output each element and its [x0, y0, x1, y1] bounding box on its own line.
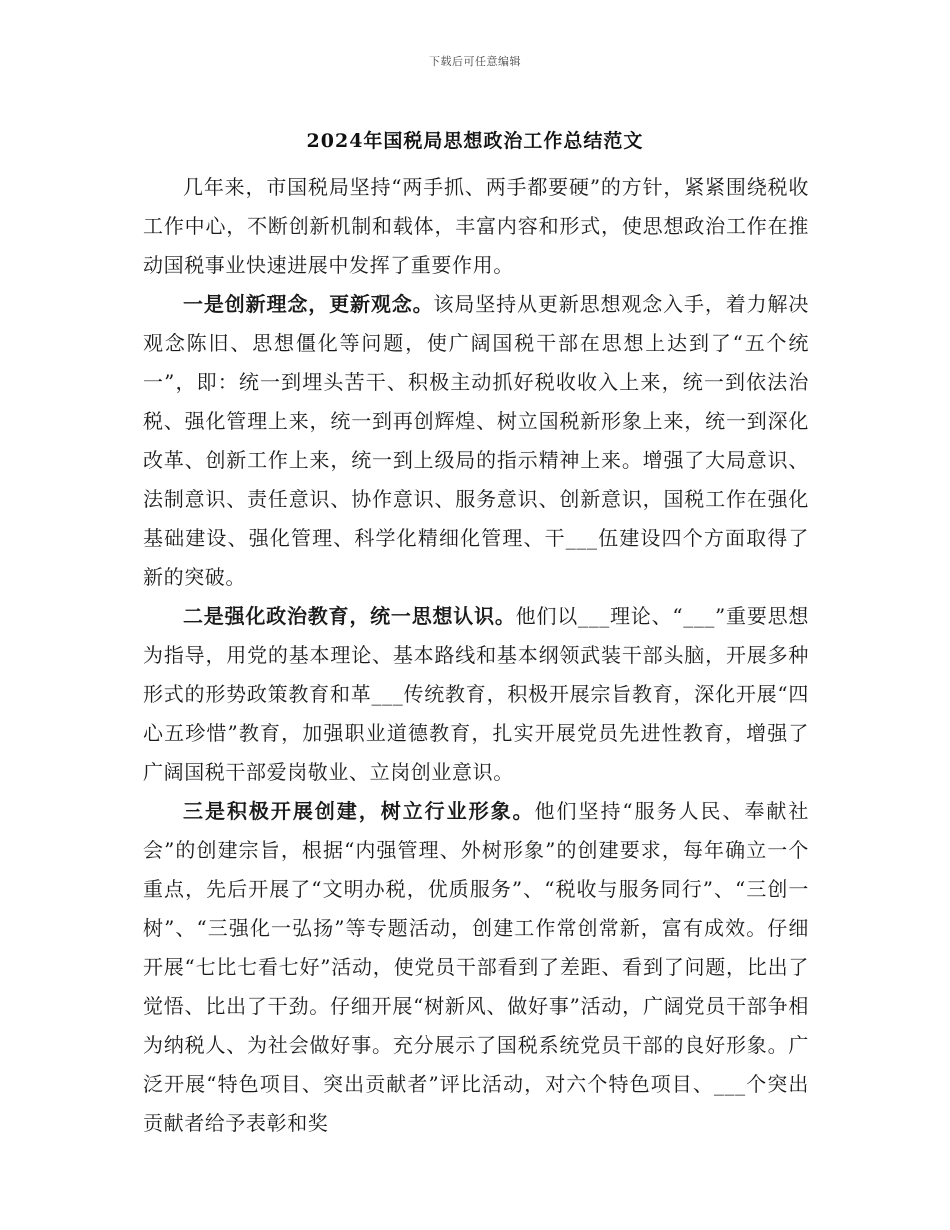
- paragraph-text: 几年来，市国税局坚持“两手抓、两手都要硬”的方针，紧紧围绕税收工作中心，不断创新机制和载体，丰富内容和形式，使思想政治工作在推动国税事业快速进展中发挥了重要作用。: [143, 175, 809, 277]
- document-title: 2024年国税局思想政治工作总结范文: [306, 130, 644, 152]
- paragraph-lead: 三是积极开展创建，树立行业形象。: [183, 799, 535, 823]
- paragraph-text: 该局坚持从更新思想观念入手，着力解决观念陈旧、思想僵化等问题，使广阔国税干部在思想上达到了“五个统一”，即：统一到埋头苦干、积极主动抓好税收收入上来，统一到依法治税、强化管理上来，统一到再创辉煌、树立国税新形象上来，统一到深化改革、创新工作上来，统一到上级局的指示精神上来。增强了大局意识、法制意识、责任意识、协作意识、服务意识、创新意识，国税工作在强化基础建设、强化管理、科学化精细化管理、干___伍建设四个方面取得了新的突破。: [143, 292, 809, 589]
- paragraph-intro: [143, 168, 809, 285]
- paragraph-political-education: [143, 597, 809, 792]
- paragraph-innovation: [143, 285, 809, 597]
- paragraph-text: 他们坚持“服务人民、奉献社会”的创建宗旨，根据“内强管理、外树形象”的创建要求，每年确立一个重点，先后开展了“文明办税，优质服务”、“税收与服务同行”、“三创一树”、“三强化一弘扬”等专题活动，创建工作常创常新，富有成效。仔细开展“七比七看七好”活动，使党员干部看到了差距、看到了问题，比出了觉悟、比出了干劲。仔细开展“树新风、做好事”活动，广阔党员干部争相为纳税人、为社会做好事。充分展示了国税系统党员干部的良好形象。广泛开展“特色项目、突出贡献者”评比活动，对六个特色项目、___个突出贡献者给予表彰和奖: [143, 799, 809, 1135]
- document-body: [143, 168, 809, 1143]
- paragraph-text: 他们以___理论、“___”重要思想为指导，用党的基本理论、基本路线和基本纲领武装干部头脑，开展多种形式的形势政策教育和革___传统教育，积极开展宗旨教育，深化开展“四心五珍惜”教育，加强职业道德教育，扎实开展党员先进性教育，增强了广阔国税干部爱岗敬业、立岗创业意识。: [143, 604, 809, 784]
- page-header-note: 下载后可任意编辑: [429, 55, 521, 68]
- paragraph-lead: 二是强化政治教育，统一思想认识。: [183, 604, 516, 628]
- paragraph-creation: [143, 792, 809, 1143]
- paragraph-lead: 一是创新理念，更新观念。: [183, 292, 434, 316]
